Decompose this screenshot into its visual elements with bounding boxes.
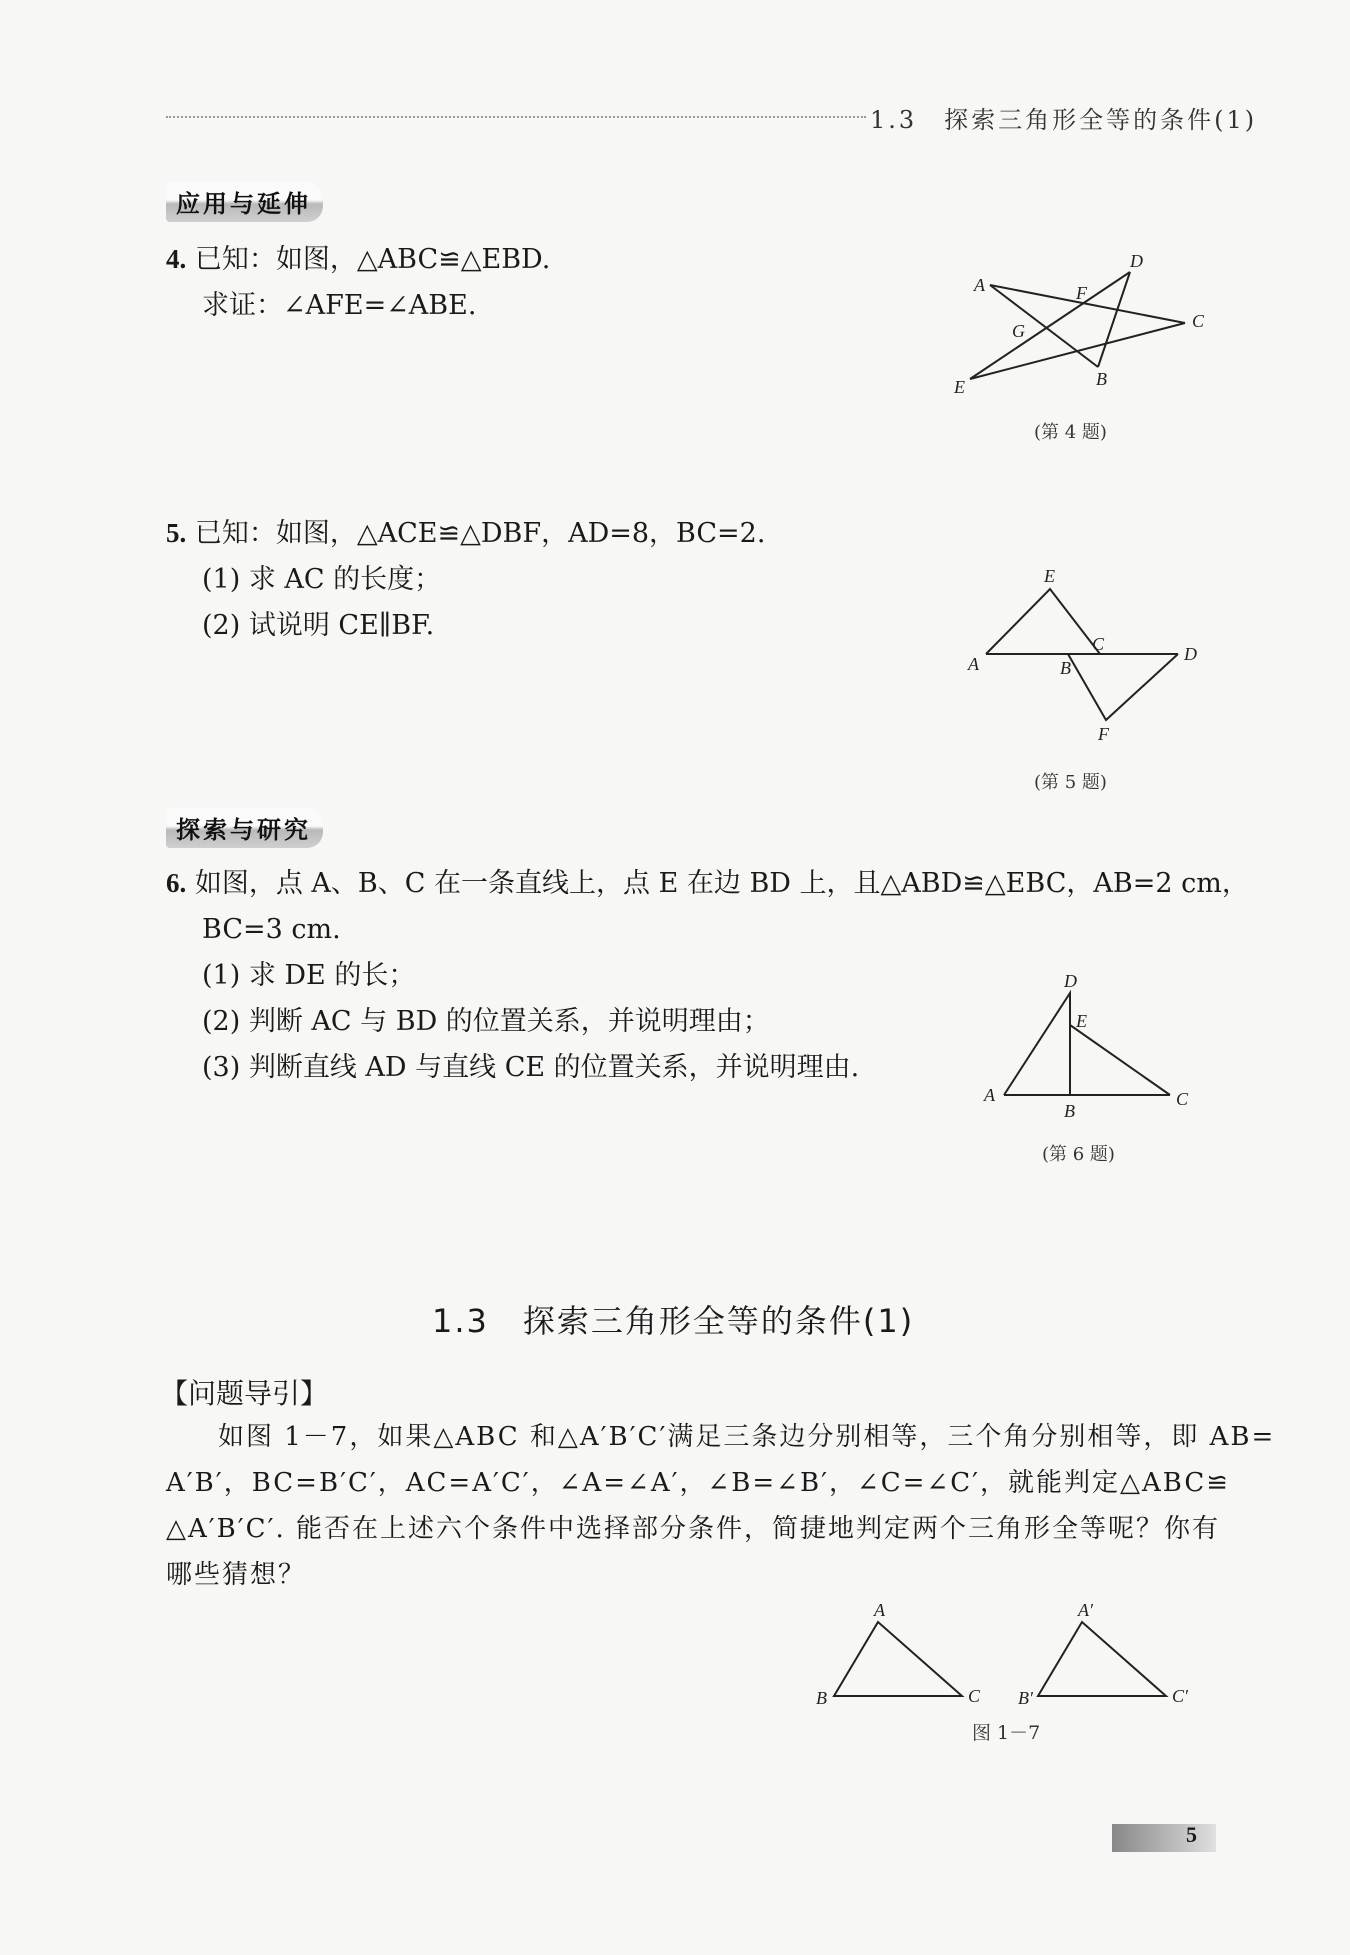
label-A: A [974, 275, 985, 295]
label-A: A [984, 1085, 995, 1105]
label-F: F [1098, 724, 1109, 744]
problem-4 [166, 236, 550, 329]
triangle-ACE-sides [986, 589, 1100, 654]
label-B: B [1096, 369, 1107, 389]
label-B: B [816, 1688, 827, 1708]
guide-line-2: A′B′，BC=B′C′，AC=A′C′，∠A=∠A′，∠B=∠B′，∠C=∠C′，就能判定△ABC≌ [166, 1468, 1231, 1498]
triangle-A2B2C2 [1038, 1622, 1166, 1696]
caption-problem-4: (第 4 题) [1034, 422, 1107, 443]
label-E: E [1076, 1011, 1087, 1031]
caption-problem-6: (第 6 题) [1042, 1144, 1115, 1165]
figure-problem-5 [960, 560, 1210, 760]
guide-line-1: 如图 1－7，如果△ABC 和△A′B′C′满足三条边分别相等，三个角分别相等，即 AB= [218, 1422, 1276, 1452]
problem-6-part-3: (3) 判断直线 AD 与直线 CE 的位置关系，并说明理由. [202, 1052, 860, 1083]
section-tag-explore: 探索与研究 [166, 808, 323, 848]
section-tag-apply: 应用与延伸 [166, 182, 323, 222]
problem-6-given: 如图，点 A、B、C 在一条直线上，点 E 在边 BD 上，且△ABD≌△EBC，AB=2 cm， [194, 868, 1249, 899]
triangle-ABD-sides [1004, 993, 1070, 1095]
page-number-tab [1112, 1824, 1216, 1852]
label-C-prime: C′ [1172, 1686, 1188, 1706]
problem-5-given: 已知：如图，△ACE≌△DBF，AD=8，BC=2. [194, 518, 766, 549]
segment-EC [970, 323, 1185, 379]
problem-5-part-2: (2) 试说明 CE∥BF. [202, 610, 435, 641]
problem-5 [166, 510, 765, 649]
label-E: E [1044, 566, 1055, 586]
guide-line-4: 哪些猜想？ [166, 1560, 307, 1590]
problem-4-prove: 求证：∠AFE=∠ABE. [202, 290, 477, 321]
problem-4-given: 已知：如图，△ABC≌△EBD. [194, 244, 551, 275]
guide-line-3: △A′B′C′. 能否在上述六个条件中选择部分条件，简捷地判定两个三角形全等呢？你有 [166, 1514, 1221, 1544]
problem-number: 4. [166, 244, 187, 274]
segment-EC [1070, 1025, 1170, 1095]
problem-number: 6. [166, 868, 187, 898]
label-B-prime: B′ [1018, 1688, 1033, 1708]
label-C: C [1092, 634, 1105, 654]
label-C: C [1176, 1089, 1189, 1109]
label-F: F [1076, 283, 1087, 303]
problem-5-part-1: (1) 求 AC 的长度； [202, 564, 442, 595]
label-G: G [1012, 321, 1025, 341]
triangle-ABC [834, 1622, 962, 1696]
problem-6-part-2: (2) 判断 AC 与 BD 的位置关系，并说明理由； [202, 1006, 770, 1037]
label-E: E [954, 377, 965, 397]
caption-figure-1-7: 图 1－7 [972, 1722, 1041, 1744]
guide-paragraph [166, 1414, 1276, 1598]
figure-1-7 [810, 1600, 1220, 1710]
problem-number: 5. [166, 518, 187, 548]
problem-6-part-1: (1) 求 DE 的长； [202, 960, 416, 991]
label-D: D [1184, 644, 1197, 664]
triangle-DBF-sides [1068, 654, 1178, 720]
label-A: A [968, 654, 979, 674]
page-number: 5 [1186, 1822, 1197, 1847]
label-C: C [968, 1686, 981, 1706]
label-D: D [1130, 251, 1143, 271]
label-B: B [1060, 658, 1071, 678]
caption-problem-5: (第 5 题) [1034, 772, 1107, 793]
header-rule [166, 116, 866, 118]
segment-AC [990, 285, 1185, 323]
section-title: 1.3 探索三角形全等的条件(1) [432, 1302, 915, 1340]
label-D: D [1064, 971, 1077, 991]
label-A-prime: A′ [1078, 1600, 1093, 1620]
figure-problem-6 [970, 965, 1210, 1125]
guide-heading: 【问题导引】 [160, 1377, 329, 1410]
label-B: B [1064, 1101, 1075, 1121]
segment-DB [1098, 272, 1130, 367]
label-A: A [874, 1600, 885, 1620]
running-header: 1.3 探索三角形全等的条件(1) [870, 106, 1258, 134]
label-C: C [1192, 311, 1205, 331]
problem-6-given-cont: BC=3 cm. [202, 914, 341, 945]
figure-problem-4 [930, 245, 1210, 405]
